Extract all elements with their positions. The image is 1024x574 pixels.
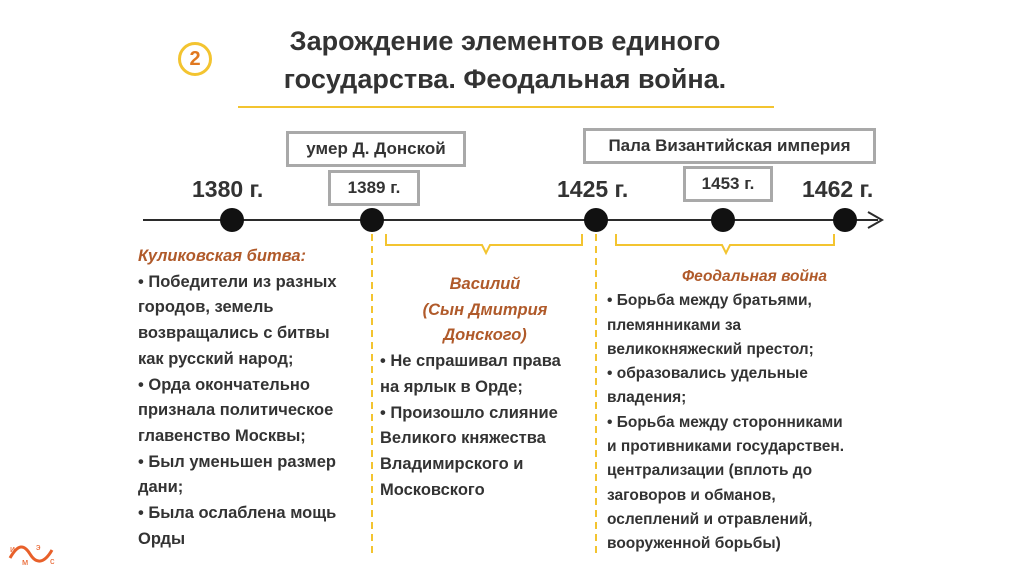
list-item: централизации (вплоть до xyxy=(607,462,813,480)
year-1462-label: 1462 г. xyxy=(802,176,874,202)
list-item: • Борьба между сторонниками xyxy=(607,413,843,431)
year-1389-label: 1389 г. xyxy=(347,178,401,197)
year-1453-label: 1453 г. xyxy=(701,174,755,193)
list-item: владения; xyxy=(607,389,687,407)
timeline-dot-1389 xyxy=(360,208,384,232)
list-item: • Произошло слияние xyxy=(380,403,558,422)
column-feudal-war xyxy=(607,265,902,557)
list-item: Московского xyxy=(380,480,485,499)
list-item: дани; xyxy=(138,478,184,497)
list-item: ослеплений и отравлений, xyxy=(607,510,813,528)
list-item: заговоров и обманов, xyxy=(607,486,776,504)
column-vasily-subheading: (Сын Дмитрия xyxy=(422,300,548,319)
title-line-1: Зарождение элементов единого xyxy=(289,26,721,56)
logo-letter: м xyxy=(22,557,29,567)
logo-letter: и xyxy=(10,544,16,554)
list-item: городов, земель xyxy=(138,298,274,317)
list-item: • Была ослаблена мощь xyxy=(138,504,337,523)
list-item: и противниками государствен. xyxy=(607,438,845,456)
list-item: • Был уменьшен размер xyxy=(138,452,337,471)
list-item: великокняжеский престол; xyxy=(607,340,814,358)
column-vasily-heading: Василий xyxy=(449,275,521,293)
title-line-2: государства. Феодальная война. xyxy=(283,64,727,94)
callout-byzantium xyxy=(583,128,876,164)
brace-vasily xyxy=(386,234,582,253)
list-item: • Борьба между братьями, xyxy=(607,292,812,310)
list-item: возвращались с битвы xyxy=(138,324,330,343)
logo-letter: э xyxy=(36,542,41,552)
section-number-badge: 2 xyxy=(178,42,212,76)
list-item: Владимирского и xyxy=(380,454,524,473)
year-box-1389 xyxy=(328,170,420,206)
column-vasily xyxy=(380,272,590,503)
year-1425-label: 1425 г. xyxy=(557,176,629,202)
column-kulikovo-heading: Куликовская битва: xyxy=(138,247,307,265)
column-kulikovo xyxy=(138,244,366,552)
list-item: вооруженной борьбы) xyxy=(607,535,781,553)
list-item: • Орда окончательно xyxy=(138,375,310,394)
list-item: на ярлык в Орде; xyxy=(380,377,523,396)
list-item: как русский народ; xyxy=(138,349,294,368)
list-item: • образовались удельные xyxy=(607,365,808,383)
list-item: племянниками за xyxy=(607,316,741,334)
list-item: • Победители из разных xyxy=(138,272,337,291)
year-1380-label: 1380 г. xyxy=(192,176,264,202)
list-item: главенство Москвы; xyxy=(138,426,306,445)
year-box-1453 xyxy=(683,166,773,202)
list-item: Орды xyxy=(138,529,186,548)
column-feudal-war-heading: Феодальная война xyxy=(682,268,827,285)
callout-donskoy-text: умер Д. Донской xyxy=(306,139,446,158)
logo-letter: с xyxy=(50,556,55,566)
timeline-dot-1380 xyxy=(220,208,244,232)
logo-icon xyxy=(6,538,62,568)
timeline-dot-1425 xyxy=(584,208,608,232)
column-vasily-subheading-2: Донского) xyxy=(443,326,527,345)
list-item: Великого княжества xyxy=(380,429,546,448)
timeline-dot-1462 xyxy=(833,208,857,232)
callout-byzantium-text: Пала Византийская империя xyxy=(608,136,851,155)
list-item: • Не спрашивал права xyxy=(380,352,561,371)
timeline-dot-1453 xyxy=(711,208,735,232)
brace-feudal-war xyxy=(616,234,834,253)
callout-donskoy xyxy=(286,131,466,167)
list-item: признала политическое xyxy=(138,401,334,420)
